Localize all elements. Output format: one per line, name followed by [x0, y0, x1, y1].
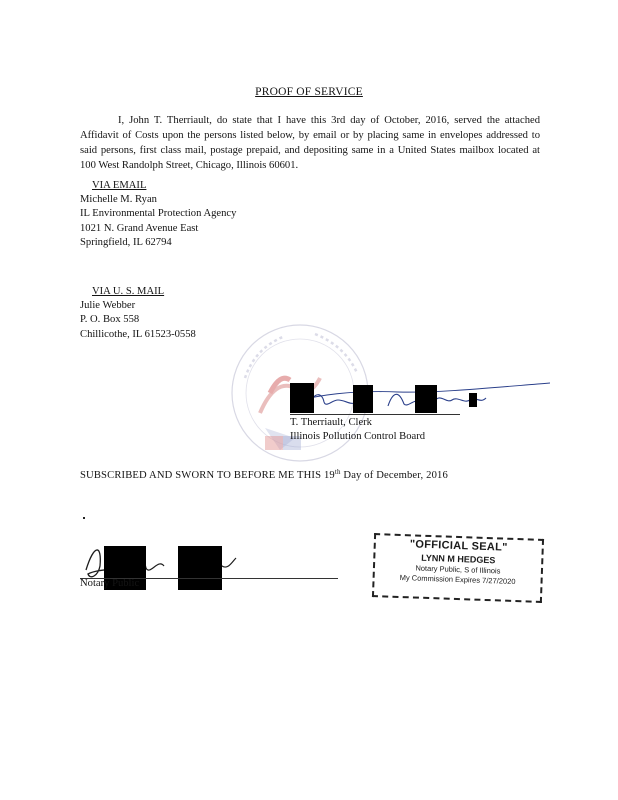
notary-public-label: Notary Public: [80, 578, 140, 589]
seal-title: "OFFICIAL SEAL": [409, 538, 508, 554]
mail-recipient-block: [80, 285, 196, 342]
redaction-box: [415, 385, 437, 413]
seal-state-line: Notary Public, S of Illinois: [415, 563, 501, 576]
service-paragraph: [80, 113, 540, 173]
redaction-box: [469, 393, 477, 407]
signer-name: T. Therriault, Clerk: [290, 417, 372, 428]
mail-recipient-line: P. O. Box 558: [80, 314, 140, 326]
scan-artifact: [83, 517, 85, 519]
via-mail-header: VIA U. S. MAIL: [92, 286, 165, 297]
subscribed-text: SUBSCRIBED AND SWORN TO BEFORE ME THIS 19: [80, 470, 335, 481]
redaction-box: [353, 385, 373, 413]
email-recipient-line: Springfield, IL 62794: [80, 236, 172, 248]
subscribed-sworn-line: [80, 468, 448, 481]
subscribed-ordinal: th: [334, 468, 341, 476]
subscribed-date: Day of December, 2016: [340, 470, 448, 481]
email-recipient-line: IL Environmental Protection Agency: [80, 208, 237, 220]
seal-notary-name: LYNN M HEDGES: [421, 552, 496, 566]
mail-recipient-line: Chillicothe, IL 61523-0558: [80, 328, 196, 340]
paragraph-text: I, John T. Therriault, do state that I have this 3rd day of October, 2016, served the attached Affidavit of Costs upon the persons listed below, by email or by placing same in envelopes addressed to said persons, first class mail, postage prepaid, and depositing same in a United States mailbox located at 100 West Randolph Street, Chicago, Illinois 60601.: [80, 115, 540, 171]
via-email-header: VIA EMAIL: [92, 180, 147, 191]
seal-commission-line: My Commission Expires 7/27/2020: [399, 572, 516, 587]
seal-text: [372, 537, 543, 588]
email-recipient-line: 1021 N. Grand Avenue East: [80, 222, 199, 234]
signature-line: [290, 414, 460, 415]
email-recipient-block: [80, 179, 236, 250]
mail-recipient-line: Julie Webber: [80, 300, 136, 312]
signer-block: [290, 416, 425, 444]
redaction-box: [178, 546, 222, 590]
document-title: PROOF OF SERVICE: [255, 86, 363, 98]
email-recipient-line: Michelle M. Ryan: [80, 194, 157, 206]
official-notary-seal: [372, 533, 544, 603]
signer-organization: Illinois Pollution Control Board: [290, 431, 426, 442]
redaction-box: [290, 383, 314, 413]
